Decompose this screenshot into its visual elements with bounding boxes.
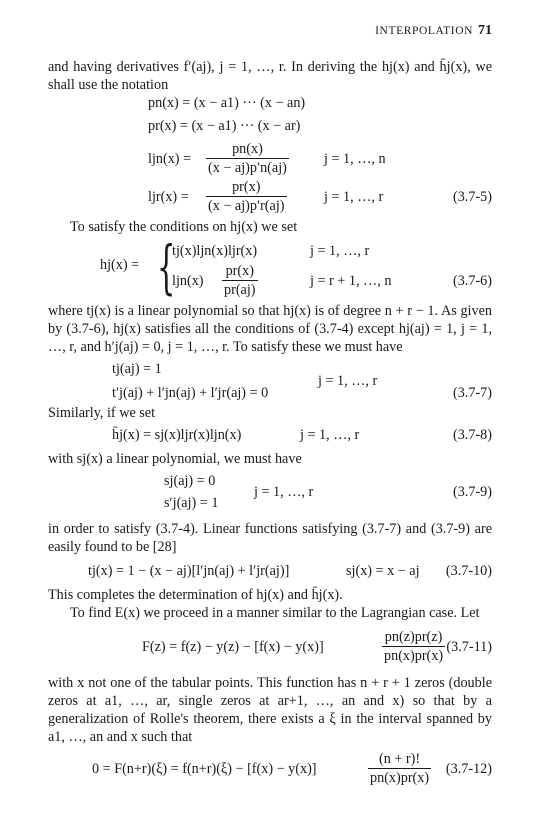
eq-F-frac: [382, 628, 445, 665]
eq-number: (3.7-12): [445, 761, 492, 777]
paragraph-4: Similarly, if we set: [48, 405, 156, 421]
eq-ljn-frac: [206, 140, 289, 177]
left-brace-icon: {: [157, 233, 176, 301]
paragraph-3: where tj(x) is a linear polynomial so that hj(x) is of degree n + r − 1. As given by (3.7-6), hj(x) satisfies all the conditions of (3.7-4) except hj(aj) = 1, j = 1, …, r, and h′j(aj) = 0, j = 1, …, r. To satisfy these we must have: [48, 303, 492, 355]
equation-pr: [48, 117, 492, 140]
eq-hj-case2-num: pr(x): [225, 263, 254, 279]
eq-F-lhs: F(z) = f(z) − y(z) − [f(x) − y(x)]: [142, 639, 324, 655]
eq-t-cond: j = 1, …, r: [318, 373, 378, 389]
eq-ljr-cond: j = 1, …, r: [324, 189, 384, 205]
eq-t2: t′j(aj) + l′jn(aj) + l′jr(aj) = 0: [112, 385, 269, 401]
eq-number: (3.7-10): [445, 563, 492, 579]
running-title: INTERPOLATION: [375, 25, 473, 37]
eq-number: (3.7-5): [452, 189, 492, 205]
eq-number: (3.7-8): [452, 427, 492, 443]
eq-hj-case2-cond: j = r + 1, …, n: [310, 273, 392, 289]
fraction: [206, 178, 287, 215]
eq-hj-case2-den: pr(aj): [224, 282, 256, 298]
eq-hj-case1-cond: j = 1, …, r: [310, 243, 370, 259]
equation-hbar: [48, 426, 492, 450]
eq-pn: pn(x) = (x − a1) ··· (x − an): [148, 95, 306, 111]
paragraph-6: in order to satisfy (3.7-4). Linear functions satisfying (3.7-7) and (3.7-9) are easily found to be [28]: [48, 521, 492, 555]
paragraph-2: To satisfy the conditions on hj(x) we set: [70, 219, 298, 235]
eq-0-den: pn(x)pr(x): [370, 770, 430, 786]
equation-tj-cond: [48, 360, 492, 404]
fraction: [368, 750, 431, 787]
eq-hbar-cond: j = 1, …, r: [300, 427, 360, 443]
eq-s-cond: j = 1, …, r: [254, 484, 314, 500]
eq-hj-lhs: hj(x) =: [100, 257, 140, 273]
equation-pn: [48, 94, 492, 117]
eq-hbar: h̄j(x) = sj(x)ljr(x)ljn(x): [112, 427, 242, 443]
equation-hj: [48, 233, 492, 301]
eq-ljr-frac: [206, 178, 287, 215]
fraction: [382, 628, 445, 665]
paragraph-9: with x not one of the tabular points. This function has n + r + 1 zeros (double zeros at a1, …, ar, single zeros at ar+1, …, an and x) so that by a generalization of Rolle's theorem, there exists a ξ in the interval spanned by a1, …, an and x such that: [48, 675, 492, 745]
fraction: [222, 262, 258, 299]
eq-ljr-num: pr(x): [232, 179, 261, 195]
eq-hj-case1: tj(x)ljn(x)ljr(x): [172, 243, 258, 259]
eq-ljr-den: (x − aj)p′r(aj): [208, 198, 285, 214]
eq-ljn-lhs: ljn(x) =: [148, 151, 192, 167]
equation-zero: [48, 750, 492, 792]
eq-number: (3.7-7): [452, 385, 492, 401]
eq-0-num: (n + r)!: [379, 751, 421, 767]
paragraph-8: To find E(x) we proceed in a manner similar to the Lagrangian case. Let: [70, 605, 480, 621]
eq-number: (3.7-9): [452, 484, 492, 500]
eq-number: (3.7-11): [446, 639, 492, 655]
eq-t1: tj(aj) = 1: [112, 361, 162, 377]
equation-F: [48, 628, 492, 670]
equation-ljr: [48, 178, 492, 218]
equation-sj-cond: [48, 472, 492, 516]
eq-0-lhs: 0 = F(n+r)(ξ) = f(n+r)(ξ) − [f(x) − y(x)]: [92, 761, 317, 777]
eq-s2: s′j(aj) = 1: [164, 495, 219, 511]
running-header: [375, 22, 492, 40]
eq-tj-sol: tj(x) = 1 − (x − aj)[l′jn(aj) + l′jr(aj)]: [88, 563, 290, 579]
eq-ljn-cond: j = 1, …, n: [324, 151, 386, 167]
page-number: 71: [478, 23, 492, 38]
eq-sj-sol: sj(x) = x − aj: [346, 563, 420, 579]
eq-pr: pr(x) = (x − a1) ··· (x − ar): [148, 118, 301, 134]
eq-hj-case2-pre: ljn(x): [172, 273, 204, 289]
eq-ljn-num: pn(x): [232, 141, 263, 157]
page-body: [48, 58, 492, 792]
eq-s1: sj(aj) = 0: [164, 473, 216, 489]
eq-ljn-den: (x − aj)p′n(aj): [208, 160, 287, 176]
equation-ljn: [48, 140, 492, 178]
equation-solutions: [48, 562, 492, 586]
eq-hj-case2-frac: [222, 262, 258, 299]
eq-ljr-lhs: ljr(x) =: [148, 189, 189, 205]
eq-F-num: pn(z)pr(z): [384, 629, 443, 645]
eq-number: (3.7-6): [452, 273, 492, 289]
eq-0-frac: [368, 750, 431, 787]
paragraph-7: This completes the determination of hj(x) and h̄j(x).: [48, 587, 343, 603]
paragraph-5: with sj(x) a linear polynomial, we must have: [48, 451, 302, 467]
eq-F-den: pn(x)pr(x): [384, 648, 444, 664]
paragraph-1: and having derivatives f′(aj), j = 1, …, r. In deriving the hj(x) and h̄j(x), we shall use the notation: [48, 59, 492, 93]
fraction: [206, 140, 289, 177]
